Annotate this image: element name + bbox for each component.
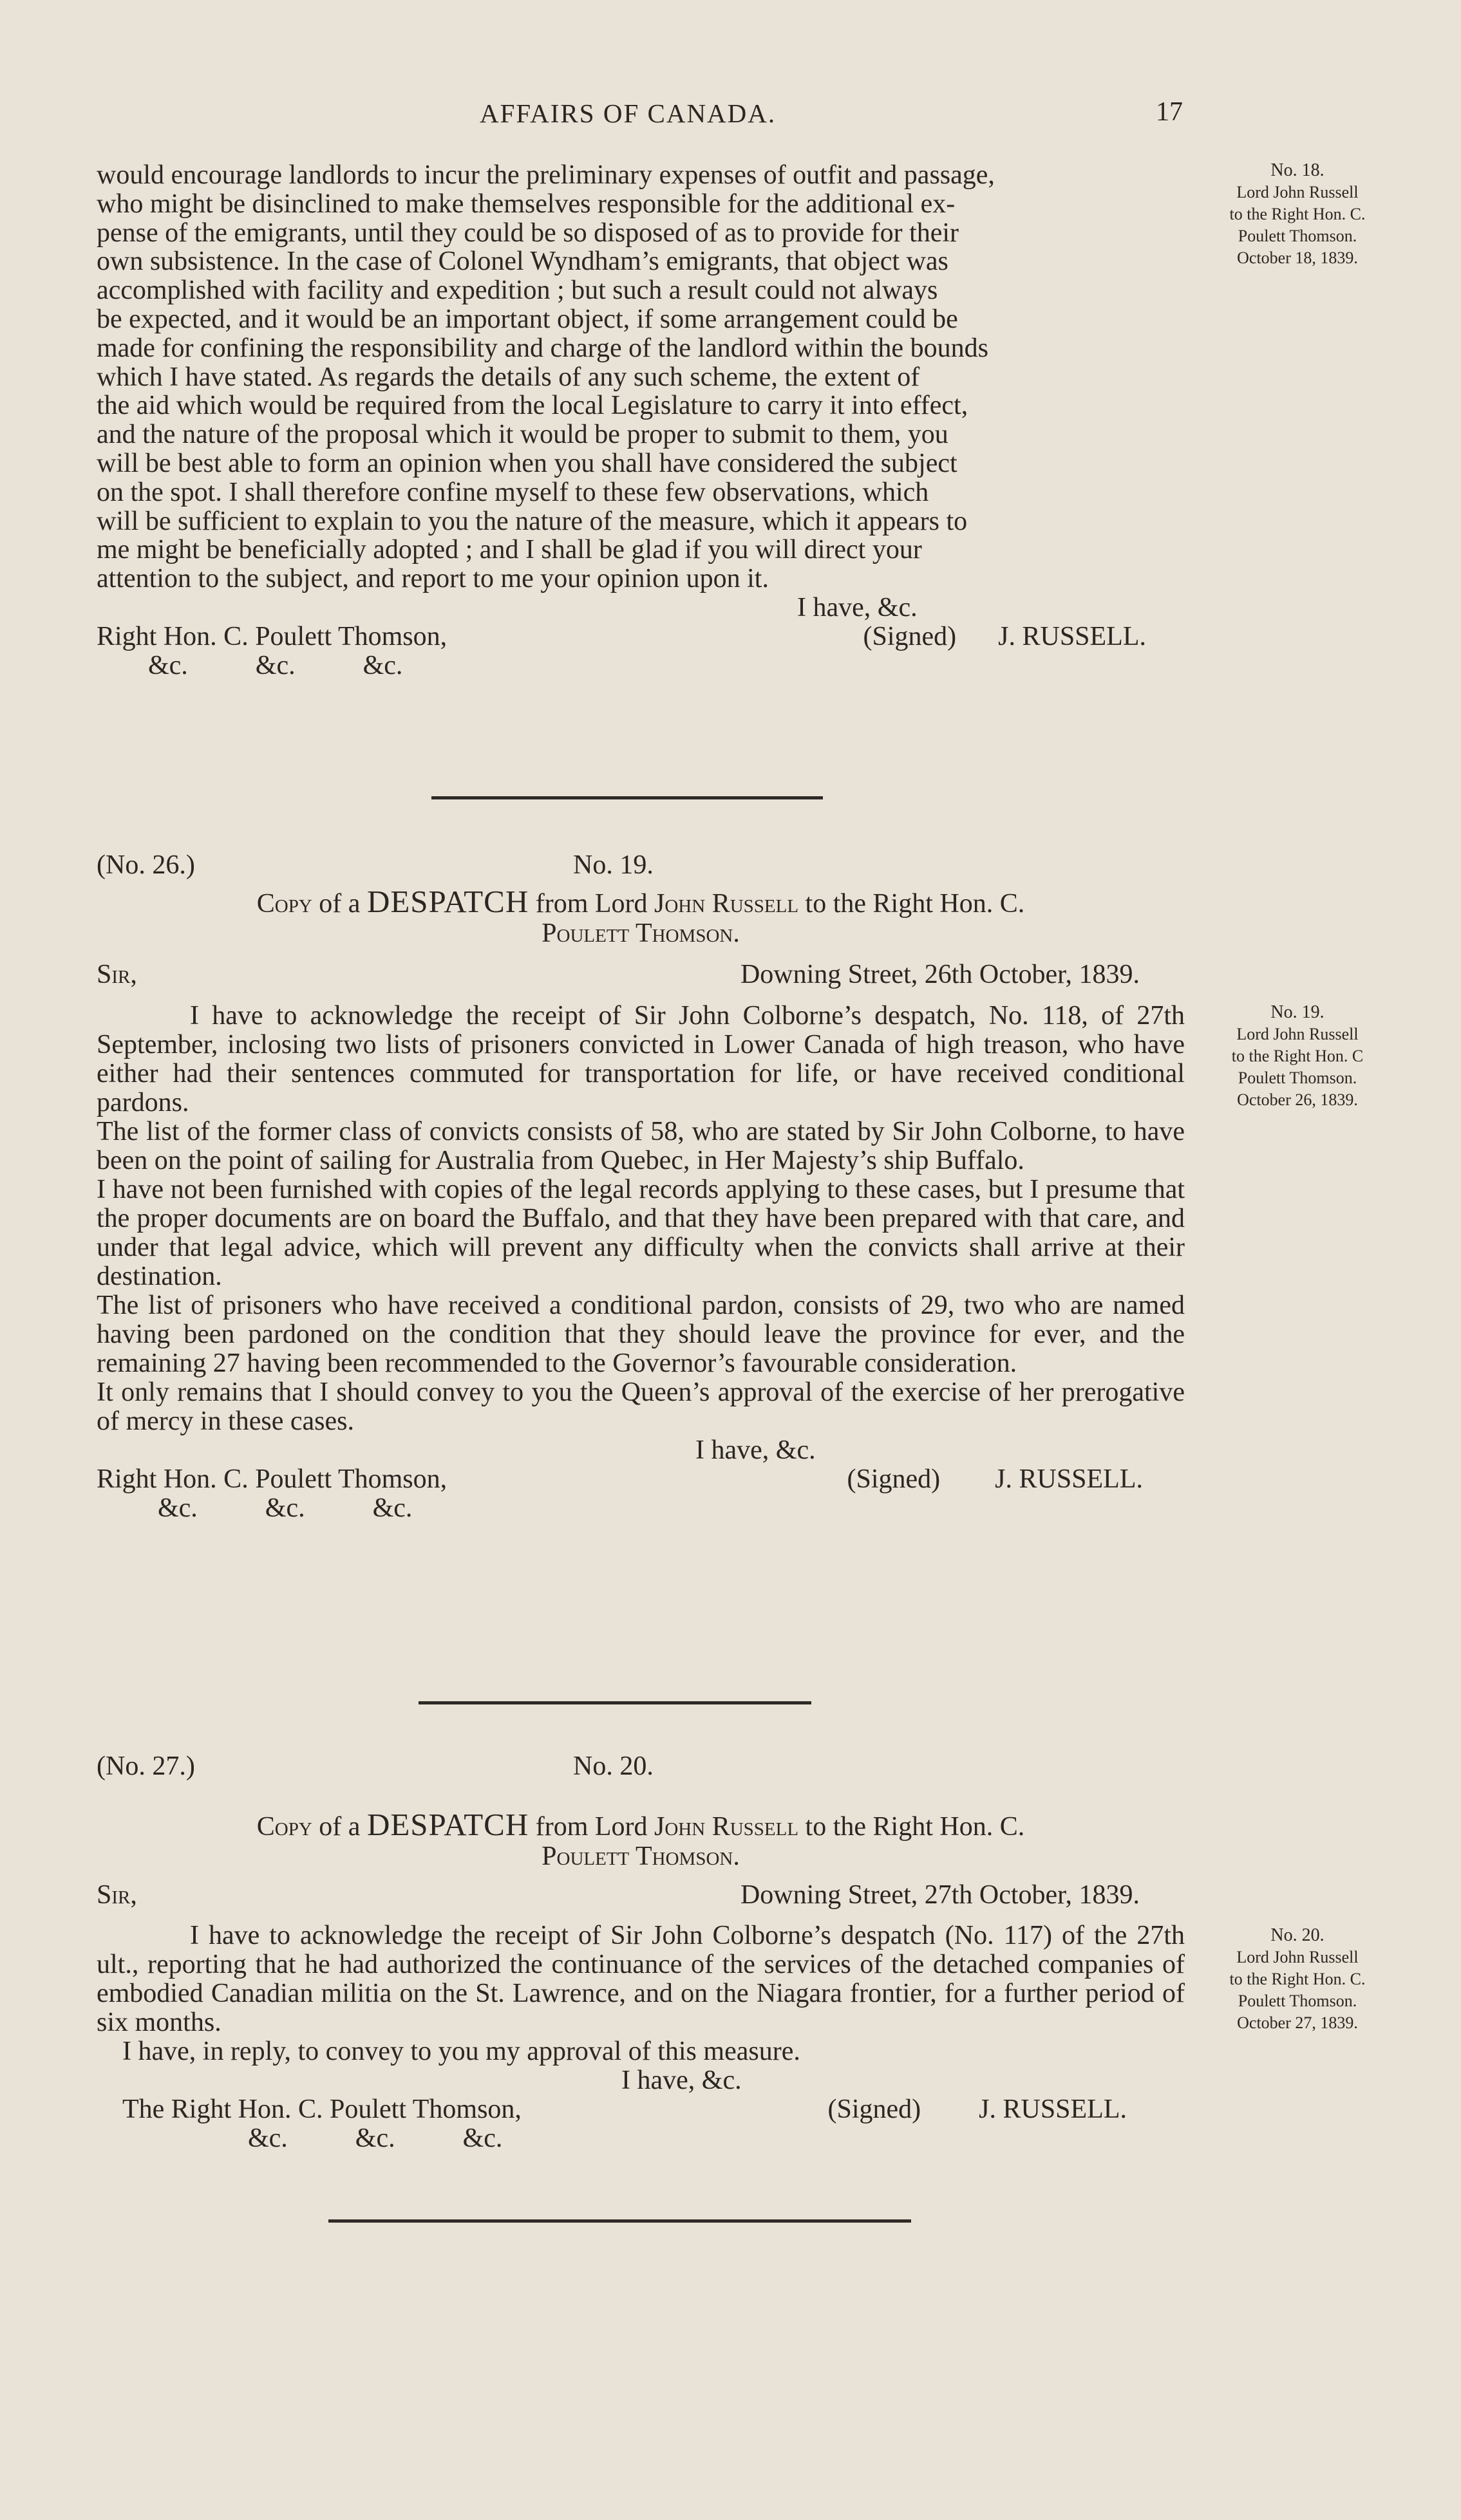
paragraph: I have, in reply, to convey to you my approval of this measure. <box>122 2037 800 2066</box>
copy-label: Copy <box>256 889 312 919</box>
text-line: which I have stated. As regards the details of any such scheme, the extent of <box>97 362 920 392</box>
etc-line: &c. &c. &c. <box>148 650 403 680</box>
place-date: Downing Street, 27th October, 1839. <box>740 1880 1140 1910</box>
text-line: on the spot. I shall therefore confine myself to these few observations, which <box>97 477 929 507</box>
despatch-label: DESPATCH <box>366 884 529 919</box>
text-line: attention to the subject, and report to me your opinion upon it. <box>97 564 769 594</box>
dispatch-19-salutation-row <box>97 959 1185 990</box>
paragraph: The list of the former class of convicts consists of 58, who are stated by Sir John Colborne, to have been on the point of sailing for Australia from Quebec, in Her Majesty’s ship Buffalo. <box>97 1117 1185 1175</box>
section-divider <box>328 2219 911 2223</box>
margin-note-line: No. 18. <box>1270 160 1324 180</box>
title-text: of a <box>319 1812 361 1842</box>
paragraph: I have to acknowledge the receipt of Sir John Colborne’s despatch, No. 118, of 27th September, inclosing two lists of prisoners convicted in Lower Canada of high treason, who have either had their sentences commuted for transportation for life, or have received conditional pardons. <box>97 1001 1185 1117</box>
addressee: The Right Hon. C. Poulett Thomson, <box>122 2095 522 2124</box>
paragraph: I have not been furnished with copies of the legal records applying to these cases, but I presume that the proper documents are on board the Buffalo, and that they have been prepared with that care, and under that legal advice, which will prevent any difficulty when the convicts shall arrive at their destination. <box>97 1175 1185 1291</box>
paragraph: It only remains that I should convey to you the Queen’s approval of the exercise of her prerogative of mercy in these cases. <box>97 1377 1185 1436</box>
closing-line: I have, &c. <box>695 1435 816 1465</box>
signature-row <box>97 622 1185 651</box>
margin-note-line: to the Right Hon. C <box>1231 1047 1364 1065</box>
dispatch-20-number-row <box>97 1751 1185 1782</box>
signed-label: (Signed) <box>863 621 957 651</box>
dispatch-20-title <box>97 1807 1185 1871</box>
paper-number: (No. 27.) <box>97 1751 195 1781</box>
signer-name: J. RUSSELL. <box>998 621 1146 651</box>
etc-line: &c. &c. &c. <box>158 1493 413 1523</box>
title-text: from Lord <box>535 1812 648 1842</box>
margin-note-line: to the Right Hon. C. <box>1229 205 1366 223</box>
sender-name: John Russell <box>654 889 799 919</box>
margin-note-line: October 27, 1839. <box>1237 2013 1358 2032</box>
addressee: Right Hon. C. Poulett Thomson, <box>97 1464 448 1494</box>
etc-line: &c. &c. &c. <box>248 2123 503 2153</box>
margin-note-line: Lord John Russell <box>1236 183 1359 201</box>
text-line: own subsistence. In the case of Colonel Wyndham’s emigrants, that object was <box>97 247 948 277</box>
paragraph: The list of prisoners who have received a conditional pardon, consists of 29, two who are named having been pardoned on the condition that they should leave the province for ever, and the remaining 27 having been recommended to the Governor’s favourable consideration. <box>97 1291 1185 1378</box>
dispatch-20-body <box>97 1921 1185 2153</box>
text-line: be expected, and it would be an important object, if some arrangement could be <box>97 304 958 334</box>
margin-note-line: No. 19. <box>1270 1002 1324 1022</box>
dispatch-number: No. 20. <box>573 1751 654 1781</box>
signer-name: J. RUSSELL. <box>979 2095 1127 2124</box>
closing-line: I have, &c. <box>621 2066 742 2095</box>
dispatch-19-number-row <box>97 850 1185 881</box>
text-line: would encourage landlords to incur the preliminary expenses of outfit and passage, <box>97 160 995 190</box>
text-line: me might be beneficially adopted ; and I shall be glad if you will direct your <box>97 535 922 565</box>
addressee: Right Hon. C. Poulett Thomson, <box>97 621 448 651</box>
margin-note-line: October 26, 1839. <box>1237 1090 1358 1109</box>
signature-row <box>97 2095 1185 2124</box>
text-line: the aid which would be required from the local Legislature to carry it into effect, <box>97 391 968 421</box>
title-text: to the Right Hon. C. <box>805 1812 1025 1842</box>
dispatch-19-body <box>97 1002 1185 1523</box>
text-line: accomplished with facility and expedition ; but such a result could not always <box>97 275 938 306</box>
margin-note-18 <box>1194 160 1400 269</box>
title-text: to the Right Hon. C. <box>805 889 1025 919</box>
section-divider <box>419 1701 811 1704</box>
title-text: from Lord <box>535 889 648 919</box>
margin-note-line: to the Right Hon. C. <box>1229 1970 1366 1988</box>
margin-note-line: October 18, 1839. <box>1237 248 1358 267</box>
signed-label: (Signed) <box>827 2095 921 2124</box>
dispatch-18-body <box>97 161 1185 680</box>
dispatch-20-salutation-row <box>97 1880 1185 1910</box>
margin-note-20 <box>1194 1925 1400 2034</box>
text-line: pense of the emigrants, until they could be so disposed of as to provide for their <box>97 218 959 248</box>
dispatch-number: No. 19. <box>573 850 654 880</box>
dispatch-19-title <box>97 884 1185 948</box>
sender-name: John Russell <box>654 1812 799 1842</box>
recipient-name: Poulett Thomson. <box>542 1842 740 1871</box>
margin-note-line: Poulett Thomson. <box>1238 227 1357 245</box>
margin-note-line: Lord John Russell <box>1236 1948 1359 1966</box>
text-line: who might be disinclined to make themselves responsible for the additional ex- <box>97 189 956 219</box>
margin-note-line: Lord John Russell <box>1236 1025 1359 1043</box>
salutation: Sir, <box>97 960 137 989</box>
running-header-title: AFFAIRS OF CANADA. <box>480 98 777 128</box>
closing-line: I have, &c. <box>797 592 918 622</box>
section-divider <box>431 796 823 799</box>
despatch-label: DESPATCH <box>366 1807 529 1842</box>
signed-label: (Signed) <box>847 1464 941 1494</box>
text-line: and the nature of the proposal which it would be proper to submit to them, you <box>97 420 948 450</box>
recipient-name: Poulett Thomson. <box>542 919 740 948</box>
signer-name: J. RUSSELL. <box>995 1464 1143 1494</box>
text-line: will be sufficient to explain to you the nature of the measure, which it appears to <box>97 506 968 536</box>
signature-row <box>97 1465 1185 1494</box>
title-text: of a <box>319 889 361 919</box>
margin-note-line: No. 20. <box>1270 1925 1324 1945</box>
text-line: made for confining the responsibility and charge of the landlord within the bounds <box>97 333 988 363</box>
margin-note-line: Poulett Thomson. <box>1238 1069 1357 1087</box>
margin-note-19 <box>1194 1002 1400 1111</box>
paper-number: (No. 26.) <box>97 850 195 880</box>
page-number: 17 <box>1156 97 1183 127</box>
copy-label: Copy <box>256 1812 312 1842</box>
paragraph: I have to acknowledge the receipt of Sir John Colborne’s despatch (No. 117) of the 27th ult., reporting that he had authorized the continuance of the services of the detached companies of embodied Canadian militia on the St. Lawrence, and on the Niagara frontier, for a further period of six months. <box>97 1921 1185 2037</box>
salutation: Sir, <box>97 1880 137 1910</box>
text-line: will be best able to form an opinion when you shall have considered the subject <box>97 448 957 478</box>
margin-note-line: Poulett Thomson. <box>1238 1992 1357 2010</box>
place-date: Downing Street, 26th October, 1839. <box>740 960 1140 989</box>
